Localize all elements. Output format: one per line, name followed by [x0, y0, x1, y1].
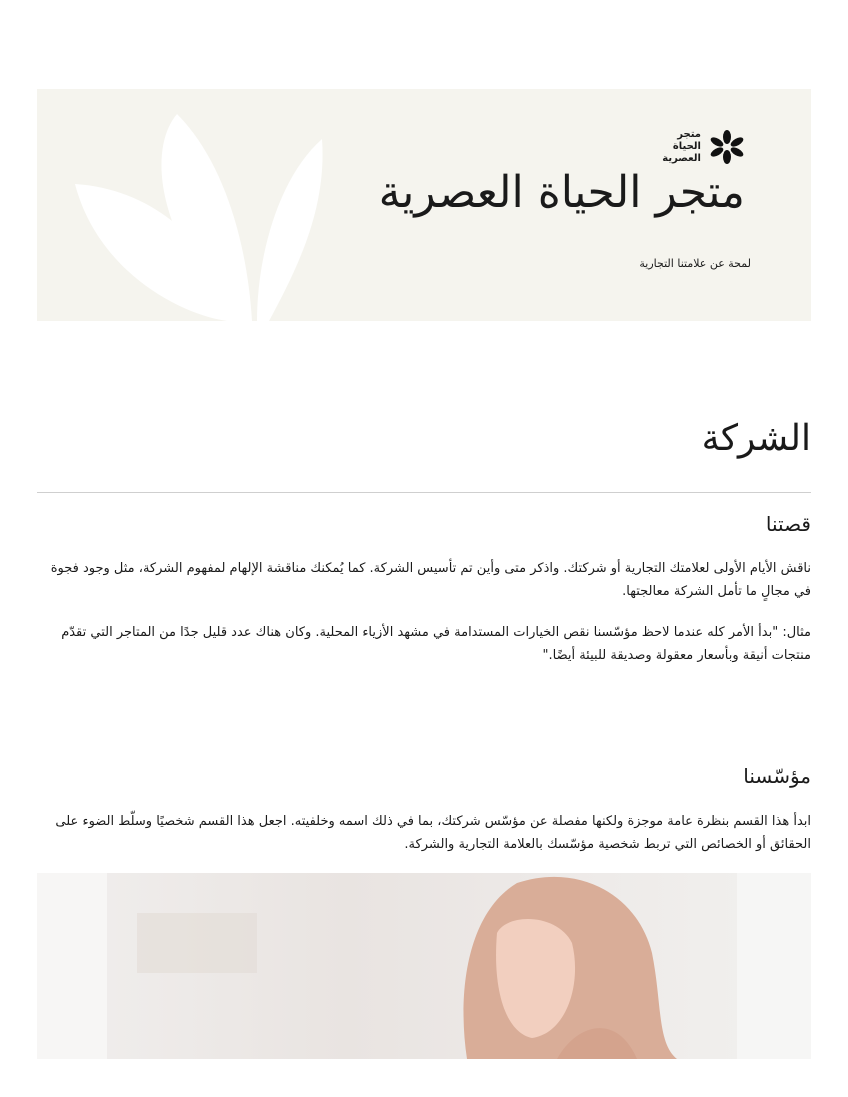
story-paragraph-2: مثال: "بدأ الأمر كله عندما لاحظ مؤسّسنا نقص الخيارات المستدامة في مشهد الأزياء المحلية. وكان هناك عدد قليل جدًا من المتاجر التي تقدّم منتجات أنيقة وبأسعار معقولة وصديقة للبيئة أيضًا." — [61, 625, 811, 663]
logo-text: متجر الحياة العصرية — [662, 129, 701, 164]
founder-photo — [37, 873, 811, 1059]
section-heading: الشركة — [701, 418, 811, 459]
story-heading: قصتنا — [765, 512, 811, 536]
banner-title: متجر الحياة العصرية — [378, 167, 745, 218]
woman-portrait-image — [37, 873, 811, 1059]
founder-paragraph: ابدأ هذا القسم بنظرة عامة موجزة ولكنها مفصلة عن مؤسّس شركتك، بما في ذلك اسمه وخلفيته. اجعل هذا القسم شخصيًا وسلّط الضوء على الحقائق أو الخصائص التي تربط شخصية مؤسّسك بالعلامة التجارية والشركة. — [55, 814, 811, 852]
flower-logo-icon — [709, 129, 745, 165]
founder-heading: مؤسّسنا — [743, 764, 811, 788]
story-paragraph-1: ناقش الأيام الأولى لعلامتك التجارية أو شركتك. واذكر متى وأين تم تأسيس الشركة. كما يُمكنك مناقشة الإلهام لمفهوم الشركة، مثل وجود فجوة في مجالٍ ما تأمل الشركة معالجتها. — [50, 561, 811, 599]
brand-logo — [651, 129, 745, 165]
divider — [37, 492, 811, 493]
leaf-decoration-icon — [37, 89, 337, 321]
banner-subtitle: لمحة عن علامتنا التجارية — [639, 257, 751, 270]
header-banner — [37, 89, 811, 321]
